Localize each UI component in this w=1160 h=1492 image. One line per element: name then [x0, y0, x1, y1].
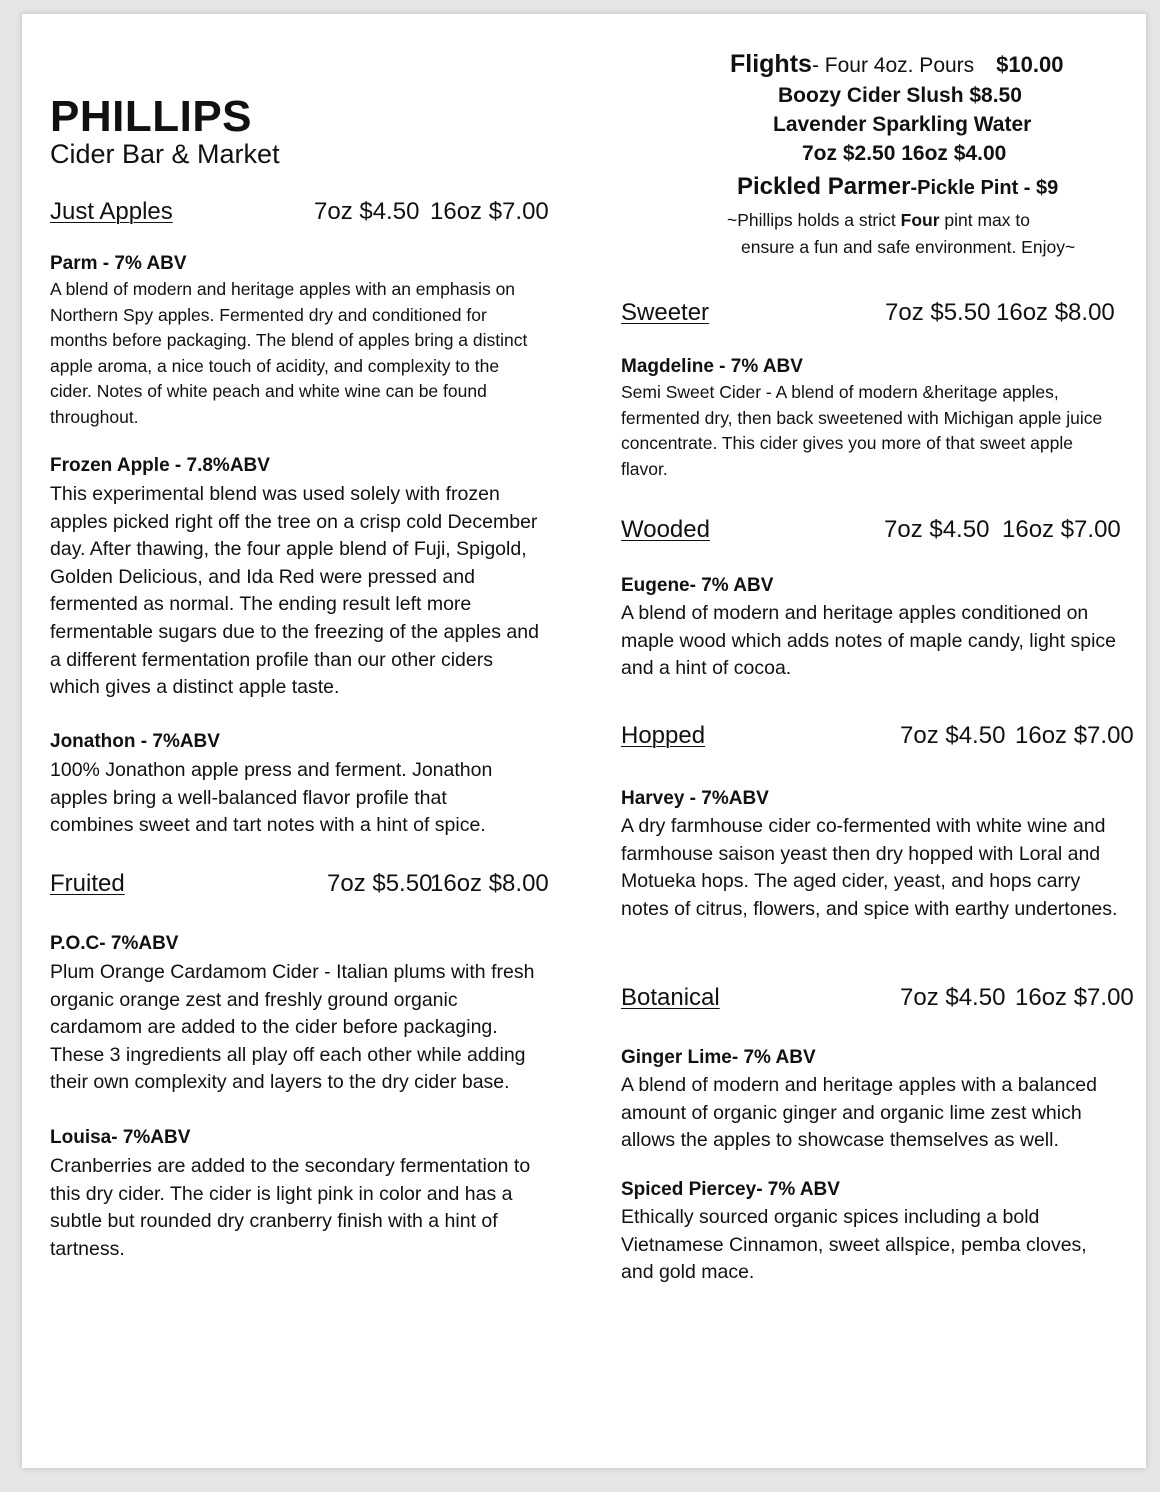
item-title: Jonathon - 7%ABV	[50, 731, 220, 752]
price-7oz: 7oz $5.50	[327, 870, 433, 897]
item-title: Spiced Piercey- 7% ABV	[621, 1179, 840, 1200]
price-16oz: 16oz $7.00	[1002, 516, 1121, 543]
section-botanical	[621, 983, 1134, 1013]
item-title: Ginger Lime- 7% ABV	[621, 1047, 816, 1068]
section-name: Botanical	[621, 984, 720, 1011]
price-7oz: 7oz $4.50	[900, 722, 1006, 749]
menu-item	[50, 251, 532, 431]
policy-line-2: ensure a fun and safe environment. Enjoy~	[741, 237, 1076, 257]
slush-line: Boozy Cider Slush $8.50	[778, 84, 1022, 107]
flights-label: Flights	[730, 50, 812, 78]
brand-title: PHILLIPS	[50, 92, 253, 141]
price-16oz: 16oz $7.00	[1015, 722, 1134, 749]
water-name: Lavender Sparkling Water	[773, 113, 1032, 136]
item-description: A dry farmhouse cider co-fermented with white wine and farmhouse saison yeast then dry hopped with Loral and Motueka hops. The aged cider, yeast, and hops carry notes of citrus, flowers, and spice with earthy undertones.	[621, 815, 1118, 920]
item-title: Parm - 7% ABV	[50, 253, 187, 274]
item-title: Magdeline - 7% ABV	[621, 356, 803, 377]
item-description: A blend of modern and heritage apples with a balanced amount of organic ginger and organic lime zest which allows the apples to showcase themselves as well.	[621, 1074, 1097, 1152]
item-title: Harvey - 7%ABV	[621, 788, 769, 809]
item-title: Frozen Apple - 7.8%ABV	[50, 455, 270, 476]
item-title: P.O.C- 7%ABV	[50, 933, 179, 954]
section-name: Wooded	[621, 516, 710, 543]
price-7oz: 7oz $4.50	[314, 198, 420, 225]
item-description: 100% Jonathon apple press and ferment. Jonathon apples bring a well-balanced flavor profile that combines sweet and tart notes with a hint of spice.	[50, 759, 493, 837]
price-16oz: 16oz $8.00	[996, 299, 1115, 326]
section-name: Just Apples	[50, 198, 173, 225]
price-16oz: 16oz $7.00	[430, 198, 549, 225]
section-wooded	[621, 515, 1121, 545]
menu-item	[50, 1125, 546, 1263]
menu-item	[50, 931, 546, 1097]
menu-item	[50, 453, 546, 702]
section-name: Hopped	[621, 722, 706, 749]
pickle-line	[737, 171, 1058, 204]
item-description: A blend of modern and heritage apples conditioned on maple wood which adds notes of maple candy, light spice and a hint of cocoa.	[621, 602, 1117, 680]
water-prices: 7oz $2.50 16oz $4.00	[802, 142, 1007, 165]
price-16oz: 16oz $7.00	[1015, 984, 1134, 1011]
menu-item	[621, 1045, 1117, 1155]
brand-subtitle: Cider Bar & Market	[50, 139, 280, 169]
policy-text-a: ~Phillips holds a strict	[727, 210, 901, 230]
flights-price: $10.00	[996, 52, 1064, 77]
item-title: Louisa- 7%ABV	[50, 1127, 191, 1148]
pickle-name: Pickled Parmer	[737, 173, 911, 200]
item-description: A blend of modern and heritage apples with an emphasis on Northern Spy apples. Fermented dry and conditioned for months before packaging. The blend of apples bring a distinct apple aroma, a nice touch of acidity, and complexity to the cider. Notes of white peach and white wine can be found throughout.	[50, 279, 528, 427]
price-16oz: 16oz $8.00	[430, 870, 549, 897]
section-hopped	[621, 721, 1134, 751]
section-fruited	[50, 869, 549, 899]
menu-item	[50, 729, 532, 840]
policy-bold: Four	[900, 210, 940, 230]
price-7oz: 7oz $5.50	[885, 299, 991, 326]
policy-line-1	[727, 206, 1030, 234]
item-description: Ethically sourced organic spices including a bold Vietnamese Cinnamon, sweet allspice, pemba cloves, and gold mace.	[621, 1206, 1087, 1284]
item-description: Cranberries are added to the secondary fermentation to this dry cider. The cider is light pink in color and has a subtle but rounded dry cranberry finish with a hint of tartness.	[50, 1155, 531, 1260]
section-sweeter	[621, 298, 1121, 328]
price-7oz: 7oz $4.50	[900, 984, 1006, 1011]
item-title: Eugene- 7% ABV	[621, 575, 774, 596]
section-name: Sweeter	[621, 299, 710, 326]
item-description: Semi Sweet Cider - A blend of modern &heritage apples, fermented dry, then back sweetened with Michigan apple juice concentrate. This cider gives you more of that sweet apple flavor.	[621, 382, 1103, 479]
menu-item	[621, 786, 1131, 923]
section-just-apples	[50, 197, 549, 227]
menu-item	[621, 354, 1107, 482]
pickle-desc: -Pickle Pint - $9	[910, 177, 1059, 199]
policy-text-b: pint max to	[939, 210, 1030, 230]
flights-desc: - Four 4oz. Pours	[811, 54, 975, 77]
price-7oz: 7oz $4.50	[884, 516, 990, 543]
item-description: This experimental blend was used solely with frozen apples picked right off the tree on a crisp cold December day. After thawing, the four apple blend of Fuji, Spigold, Golden Delicious, and Ida Red were pressed and fermented as normal. The ending result left more fermentable sugars due to the freezing of the apples and a different fermentation profile than our other ciders which gives a distinct apple taste.	[50, 483, 539, 699]
flights-line	[730, 48, 1063, 82]
item-description: Plum Orange Cardamom Cider - Italian plums with fresh organic orange zest and freshly ground organic cardamom are added to the cider before packaging. These 3 ingredients all play off each other while adding their own complexity and layers to the dry cider base.	[50, 961, 535, 1094]
menu-item	[621, 1177, 1117, 1287]
menu-item	[621, 573, 1133, 683]
section-name: Fruited	[50, 870, 125, 897]
